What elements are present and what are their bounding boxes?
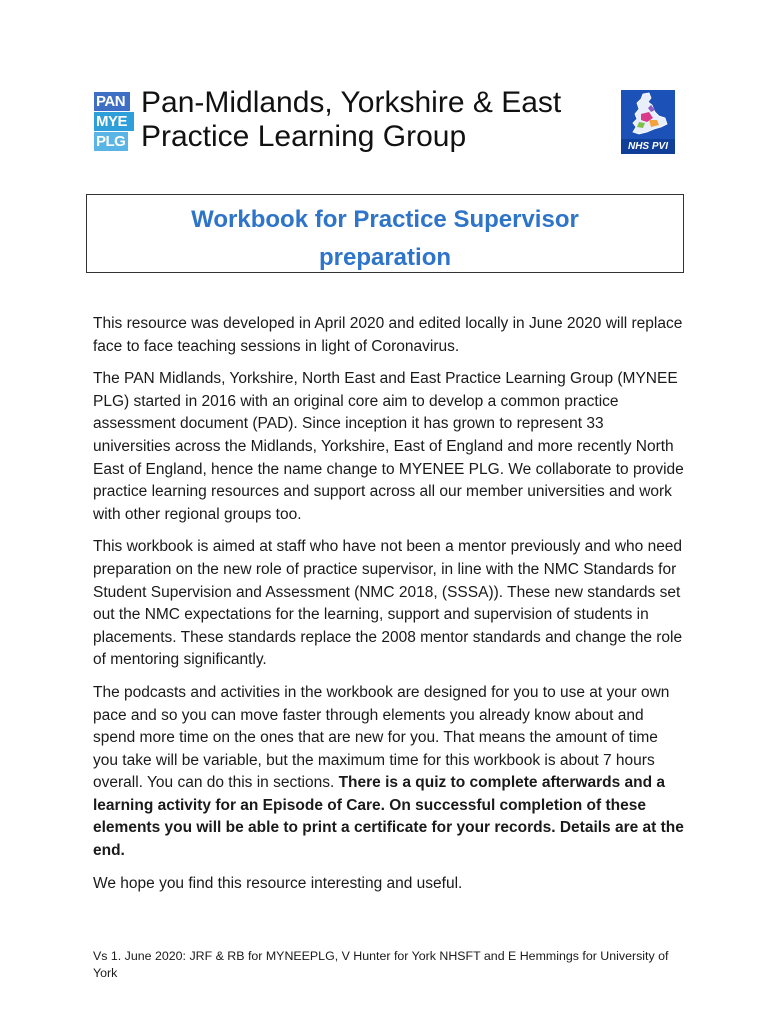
quiz-notice: There is a quiz to complete afterwards and a learning activity for an Episode of Care. On successful completion of these elements you will be able to print a certificate for your records. Details are at the end.: [93, 774, 684, 860]
document-header: [94, 86, 676, 156]
audience-paragraph: This workbook is aimed at staff who have not been a mentor previously and who need preparation on the new role of practice supervisor, in line with the NMC Standards for Student Supervision and Assessment (NMC 2018, (SSSA)). These new standards set out the NMC expectations for the learning, support and supervision of students in placements. These standards replace the 2008 mentor standards and change the role of mentoring significantly.: [93, 538, 683, 669]
body-content: [93, 313, 685, 905]
nhs-pvi-label: NHS PVI: [621, 139, 675, 154]
activities-text: The podcasts and activities in the workbook are designed for you to use at your own pace and so you can move faster through elements you already know about and spend more time on the ones that are new for you. That means the amount of time you take will be variable, but the maximum time for this workbook is about 7 hours overall. You can do this in sections.: [93, 683, 670, 792]
england-map-icon: [621, 90, 675, 140]
title-box: [86, 194, 684, 273]
logo-line-plg: PLG: [94, 132, 128, 151]
org-name-line2: Practice Learning Group: [141, 120, 467, 153]
org-name-line1: Pan-Midlands, Yorkshire & East: [141, 86, 562, 119]
logo-line-pan: PAN: [94, 92, 130, 111]
logo-line-mye: MYE: [94, 112, 134, 131]
workbook-title-line2: preparation: [318, 244, 452, 271]
organisation-name: [141, 86, 561, 154]
workbook-title-line1: Workbook for Practice Supervisor: [191, 206, 579, 233]
nhs-pvi-badge: [621, 90, 675, 154]
closing-paragraph: We hope you find this resource interesting and useful.: [93, 874, 463, 892]
version-footer: Vs 1. June 2020: JRF & RB for MYNEEPLG, V Hunter for York NHSFT and E Hemmings for University of York: [93, 949, 669, 980]
pan-myeplg-logo: [94, 92, 136, 150]
activities-paragraph: [93, 682, 685, 863]
background-paragraph: The PAN Midlands, Yorkshire, North East and East Practice Learning Group (MYNEE PLG) started in 2016 with an original core aim to develop a common practice assessment document (PAD). Since inception it has grown to represent 33 universities across the Midlands, Yorkshire, East of England and more recently North East of England, hence the name change to MYENEE PLG. We collaborate to provide practice learning resources and support across all our member universities and work with other regional groups too.: [93, 370, 684, 523]
intro-paragraph: This resource was developed in April 2020 and edited locally in June 2020 will replace face to face teaching sessions in light of Coronavirus.: [93, 315, 683, 355]
